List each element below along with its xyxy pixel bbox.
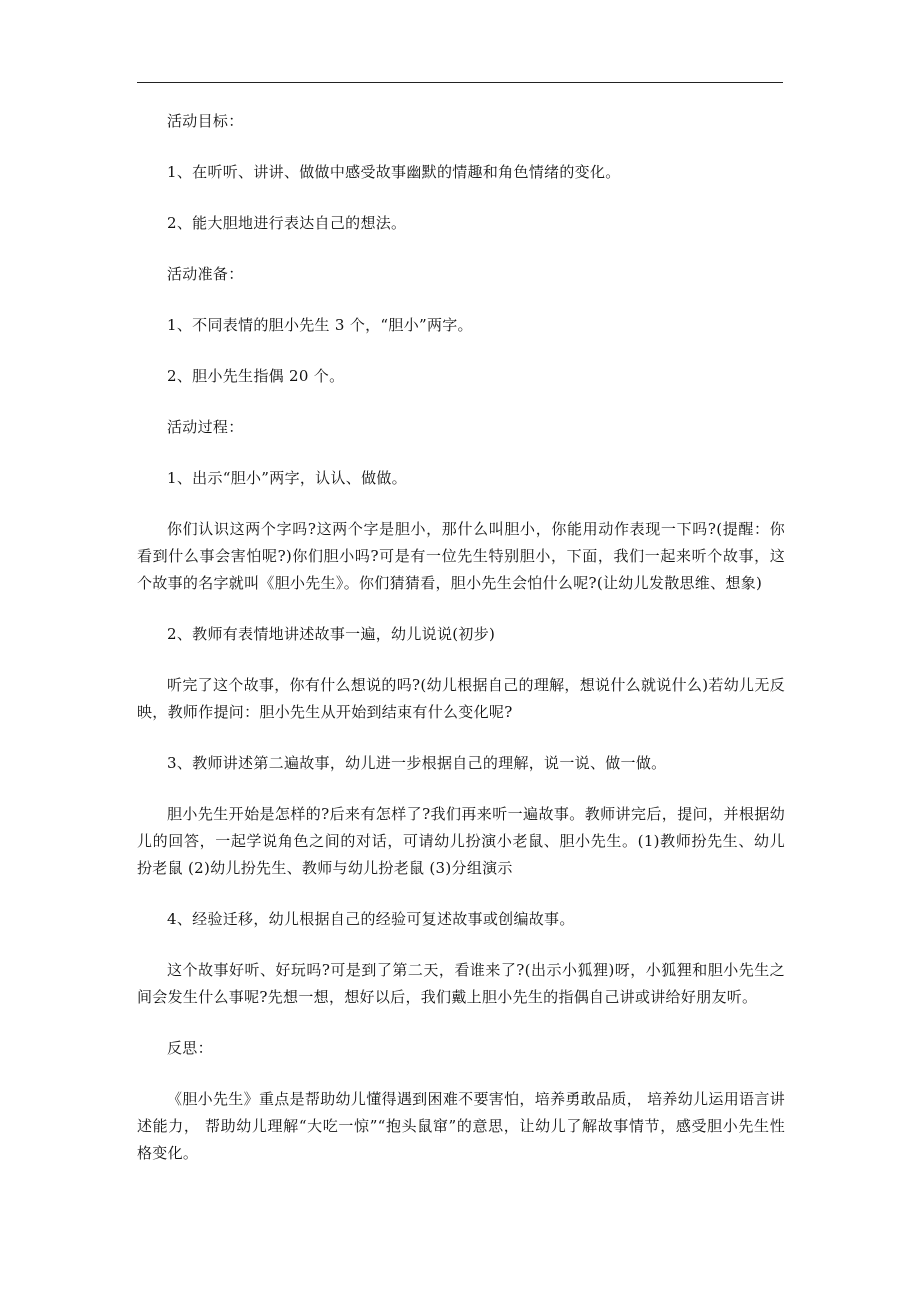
process-step-1: 1、出示“胆小”两字，认认、做做。 xyxy=(167,469,407,487)
heading-activity-process: 活动过程： xyxy=(167,418,244,436)
process-step-3: 3、教师讲述第二遍故事，幼儿进一步根据自己的理解，说一说、做一做。 xyxy=(167,754,667,772)
process-step-2-text: 听完了这个故事，你有什么想说的吗?(幼儿根据自己的理解，想说什么就说什么)若幼儿无反映，教师作提问：胆小先生从开始到结束有什么变化呢? xyxy=(137,676,785,721)
preparation-item-1: 1、不同表情的胆小先生 3 个，“胆小”两字。 xyxy=(167,316,473,334)
process-step-1-text: 你们认识这两个字吗?这两个字是胆小，那什么叫胆小，你能用动作表现一下吗?(提醒：你看到什么事会害怕呢?)你们胆小吗?可是有一位先生特别胆小，下面，我们一起来听个故事，这个故事的名字就叫《胆小先生》。你们猜猜看，胆小先生会怕什么呢?(让幼儿发散思维、想象) xyxy=(137,520,785,592)
goal-item-2: 2、能大胆地进行表达自己的想法。 xyxy=(167,214,407,232)
preparation-item-2: 2、胆小先生指偶 20 个。 xyxy=(167,367,345,385)
process-step-4: 4、经验迁移，幼儿根据自己的经验可复述故事或创编故事。 xyxy=(167,910,575,928)
process-step-3-text: 胆小先生开始是怎样的?后来有怎样了?我们再来听一遍故事。教师讲完后，提问，并根据幼儿的回答，一起学说角色之间的对话，可请幼儿扮演小老鼠、胆小先生。(1)教师扮先生、幼儿扮老鼠 (2)幼儿扮先生、教师与幼儿扮老鼠 (3)分组演示 xyxy=(137,805,785,877)
goal-item-1: 1、在听听、讲讲、做做中感受故事幽默的情趣和角色情绪的变化。 xyxy=(167,163,621,181)
process-step-2: 2、教师有表情地讲述故事一遍，幼儿说说(初步) xyxy=(167,625,496,643)
process-step-4-text: 这个故事好听、好玩吗?可是到了第二天，看谁来了?(出示小狐狸)呀，小狐狸和胆小先生之间会发生什么事呢?先想一想，想好以后，我们戴上胆小先生的指偶自己讲或讲给好朋友听。 xyxy=(137,961,785,1006)
heading-activity-preparation: 活动准备： xyxy=(167,265,244,283)
document-body xyxy=(137,108,785,1191)
heading-activity-goals: 活动目标： xyxy=(167,112,244,130)
heading-reflection: 反思： xyxy=(167,1039,213,1057)
reflection-text: 《胆小先生》重点是帮助幼儿懂得遇到困难不要害怕，培养勇敢品质， 培养幼儿运用语言讲述能力， 帮助幼儿理解“大吃一惊”“抱头鼠窜”的意思，让幼儿了解故事情节，感受胆小先生性格变化。 xyxy=(137,1090,785,1162)
header-rule xyxy=(137,82,783,83)
